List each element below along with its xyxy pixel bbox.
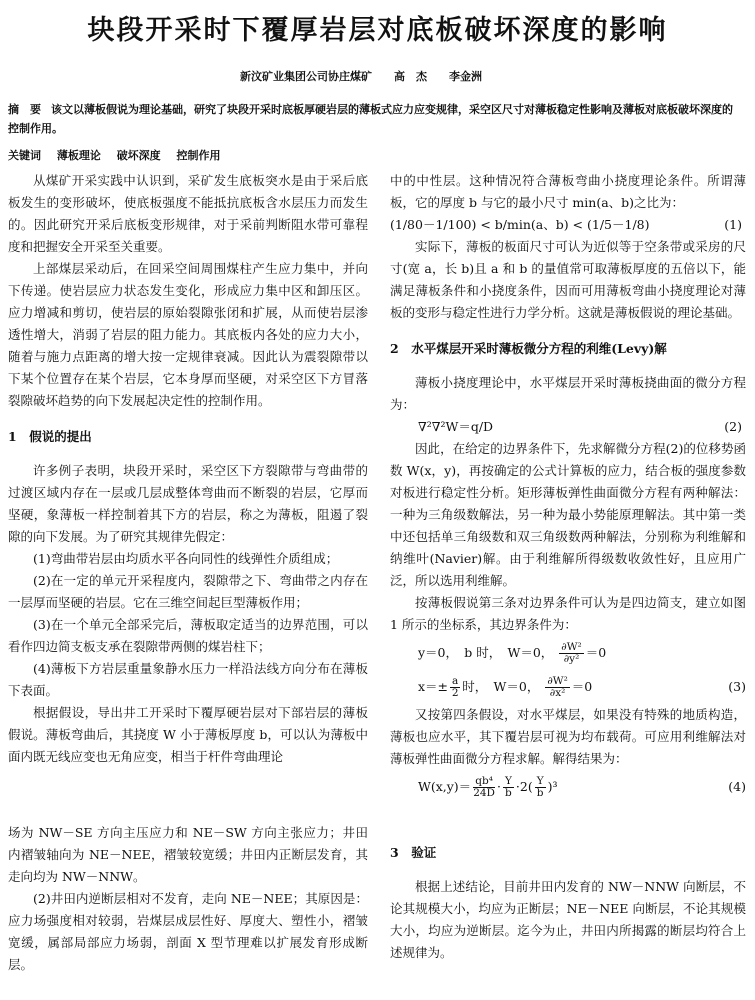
- abstract-text: 该文以薄板假说为理论基础，研究了块段开采时底板厚硬岩层的薄板式应力应变规律，采空区尺寸对薄板稳定性影响及薄板对底板破坏深度的控制作用。: [8, 103, 733, 135]
- paragraph: 按薄板假说第三条对边界条件可认为是四边简支，建立如图 1 所示的坐标系，其边界条件为：: [390, 595, 746, 632]
- keyword: 控制作用: [176, 149, 221, 162]
- equation-text: ＝0: [571, 678, 593, 694]
- equation-text: ·: [496, 778, 501, 794]
- paragraph: 从煤矿开采实践中认识到，采矿发生底板突水是由于采后底板发生的变形破坏，使底板强度不能抵抗底板含水层压力而发生的。因此研究开采后底板变形规律，对于采前判断阻水带可靠程度和把握安全开采至关重要。: [8, 173, 368, 254]
- equation-text: )³: [547, 778, 558, 794]
- equation-text: 时， W＝0，: [462, 678, 540, 694]
- equation-text: ∇²∇²W＝q/D: [418, 419, 494, 434]
- equation-number: (3): [728, 679, 746, 694]
- equation-4: [390, 770, 746, 804]
- equation-text: W(x,y)＝: [418, 778, 472, 794]
- paper-authors: 新汶矿业集团公司协庄煤矿 高 杰 李金洲: [240, 70, 482, 83]
- right-column: [390, 170, 746, 804]
- equation-2: [390, 416, 746, 438]
- abstract-label: 摘 要: [8, 103, 41, 116]
- denominator: b: [505, 786, 512, 799]
- equation-text: x＝±: [418, 678, 449, 694]
- paragraph: 薄板小挠度理论中，水平煤层开采时薄板挠曲面的微分方程为：: [390, 375, 746, 412]
- section-heading: 1 假说的提出: [8, 429, 92, 444]
- equation-text: (1/80－1/100) < b/min(a、b) < (1/5－1/8): [390, 217, 650, 232]
- denominator: ∂x²: [549, 686, 566, 699]
- keywords: [8, 147, 221, 163]
- numerator: Y: [504, 774, 512, 787]
- fraction: [535, 776, 546, 799]
- assumption-item: (3)在一个单元全部采完后，薄板取定适当的边界范围，可以看作四边简支板支承在裂隙带两侧的煤岩柱下；: [8, 617, 368, 654]
- bottom-left-column: [8, 822, 368, 976]
- fraction: [503, 776, 514, 799]
- denominator: b: [536, 786, 544, 799]
- section-heading: 2 水平煤层开采时薄板微分方程的利维(Levy)解: [390, 341, 667, 356]
- keywords-label: 关键词: [8, 149, 41, 162]
- fraction: [450, 676, 460, 699]
- assumption-item: (1)弯曲带岩层由均质水平各向同性的线弹性介质组成；: [33, 551, 339, 566]
- numerator: qb⁴: [473, 776, 495, 788]
- fraction: [559, 642, 583, 665]
- assumption-item: (4)薄板下方岩层重量象静水压力一样沿法线方向分布在薄板下表面。: [8, 661, 368, 698]
- paragraph: 又按第四条假设，对水平煤层，如果没有特殊的地质构造，薄板也应水平，其下覆岩层可视为均布载荷。可应用利维解法对薄板弹性曲面微分方程求解。解得结果为：: [390, 707, 746, 766]
- equation-text: ·2(: [515, 778, 533, 794]
- paragraph: 上部煤层采动后，在回采空间周围煤柱产生应力集中，并向下传递。使岩层应力状态发生变化，形成应力集中区和卸压区。应力增减和剪切，使岩层的原始裂隙张闭和扩展，从而使岩层渗透性增大，消弱了岩层的阻力能力。其底板内各处的应力大小，随着与施力点距离的增大按一定规律衰减。因此认为震裂隙带以下某个位置存在某个岩层，它本身厚而坚硬，对采空区下方冒落裂隙破坏趋势的向下发展起决定性的控制作用。: [8, 261, 368, 408]
- denominator: 2: [451, 686, 459, 699]
- equation-text: ＝0: [585, 644, 607, 660]
- paragraph: 中的中性层。这种情况符合薄板弯曲小挠度理论条件。所谓薄板，它的厚度 b 与它的最小尺寸 min(a、b)之比为：: [390, 173, 746, 210]
- paragraph: 因此，在给定的边界条件下，先求解微分方程(2)的位移势函数 W(x，y)，再按确定的公式计算板的应力，结合板的强度参数对板进行稳定性分析。矩形薄板弹性曲面微分方程有两种解法：一种为三角级数解法，另一种为最小势能原理解法。其中第一类中还包括单三角级数和双三角级数两种解法，分别称为利维解和纳维叶(Navier)解。由于利维解所得级数收敛性好，且应用广泛，所以选用利维解。: [390, 441, 746, 588]
- numerator: a: [452, 674, 459, 687]
- section-heading: 3 验证: [390, 845, 437, 860]
- paragraph: (2)井田内逆断层相对不发育，走向 NE－NEE；其原因是：应力场强度相对较弱，岩煤层成层性好、厚度大、塑性小，褶皱宽缓，属部局部应力场弱，剖面 X 型节理难以扩展发育形成断层。: [8, 891, 368, 972]
- paper-title: 块段开采时下覆厚岩层对底板破坏深度的影响: [87, 15, 668, 46]
- paragraph: 实际下，薄板的板面尺寸可认为近似等于空条带或采房的尺寸(宽 a，长 b)且 a 和 b 的量值常可取薄板厚度的五倍以下，能满足薄板条件和小挠度条件，因而可用薄板弯曲小挠度理论对薄板的变形与稳定性进行力学分析。这就是薄板假说的理论基础。: [390, 239, 746, 320]
- paragraph: 根据上述结论，目前井田内发育的 NW－NNW 向断层，不论其规模大小，均应为正断层；NE－NEE 向断层，不论其规模大小，均应为逆断层。迄今为止，井田内所揭露的断层均符合上述规律为。: [390, 879, 746, 960]
- keyword: 破坏深度: [116, 149, 161, 162]
- fraction: [545, 676, 569, 699]
- equation-number: (1): [724, 217, 742, 232]
- abstract: [8, 100, 743, 138]
- denominator: 24D: [473, 786, 495, 799]
- equation-3a: [390, 636, 746, 670]
- equation-1: [390, 214, 746, 236]
- assumption-item: (2)在一定的单元开采程度内，裂隙带之下、弯曲带之内存在一层厚而坚硬的岩层。它在三维空间起巨型薄板作用；: [8, 573, 368, 610]
- paragraph: 根据假设，导出井工开采时下覆厚硬岩层对下部岩层的薄板假说。薄板弯曲后，其挠度 W 小于薄板厚度 b，可以认为薄板中面内既无线应变也无角应变，相当于杆件弯曲理论: [8, 705, 368, 764]
- keyword: 薄板理论: [56, 149, 101, 162]
- bottom-right-column: [390, 822, 746, 964]
- numerator: Y: [536, 774, 544, 787]
- numerator: ∂W²: [547, 674, 568, 687]
- equation-3b: [390, 670, 746, 704]
- denominator: ∂y²: [563, 652, 580, 665]
- paragraph: 场为 NW－SE 方向主压应力和 NE－SW 方向主张应力；井田内褶皱轴向为 NE－NEE，褶皱较宽缓；井田内正断层发育，其走向均为 NW－NNW。: [8, 825, 368, 884]
- equation-text: y＝0， b 时， W＝0，: [418, 644, 554, 660]
- left-column: [8, 170, 368, 768]
- numerator: ∂W²: [561, 640, 582, 653]
- equation-number: (4): [728, 779, 746, 794]
- paragraph: 许多例子表明，块段开采时，采空区下方裂隙带与弯曲带的过渡区域内存在一层或几层成整体弯曲而不断裂的岩层，它厚而坚硬，象薄板一样控制着其下方的岩层，称之为薄板，阻遏了裂隙的向下发展。为了研究其规律先假定：: [8, 463, 368, 544]
- fraction: [473, 776, 495, 799]
- equation-number: (2): [724, 419, 742, 434]
